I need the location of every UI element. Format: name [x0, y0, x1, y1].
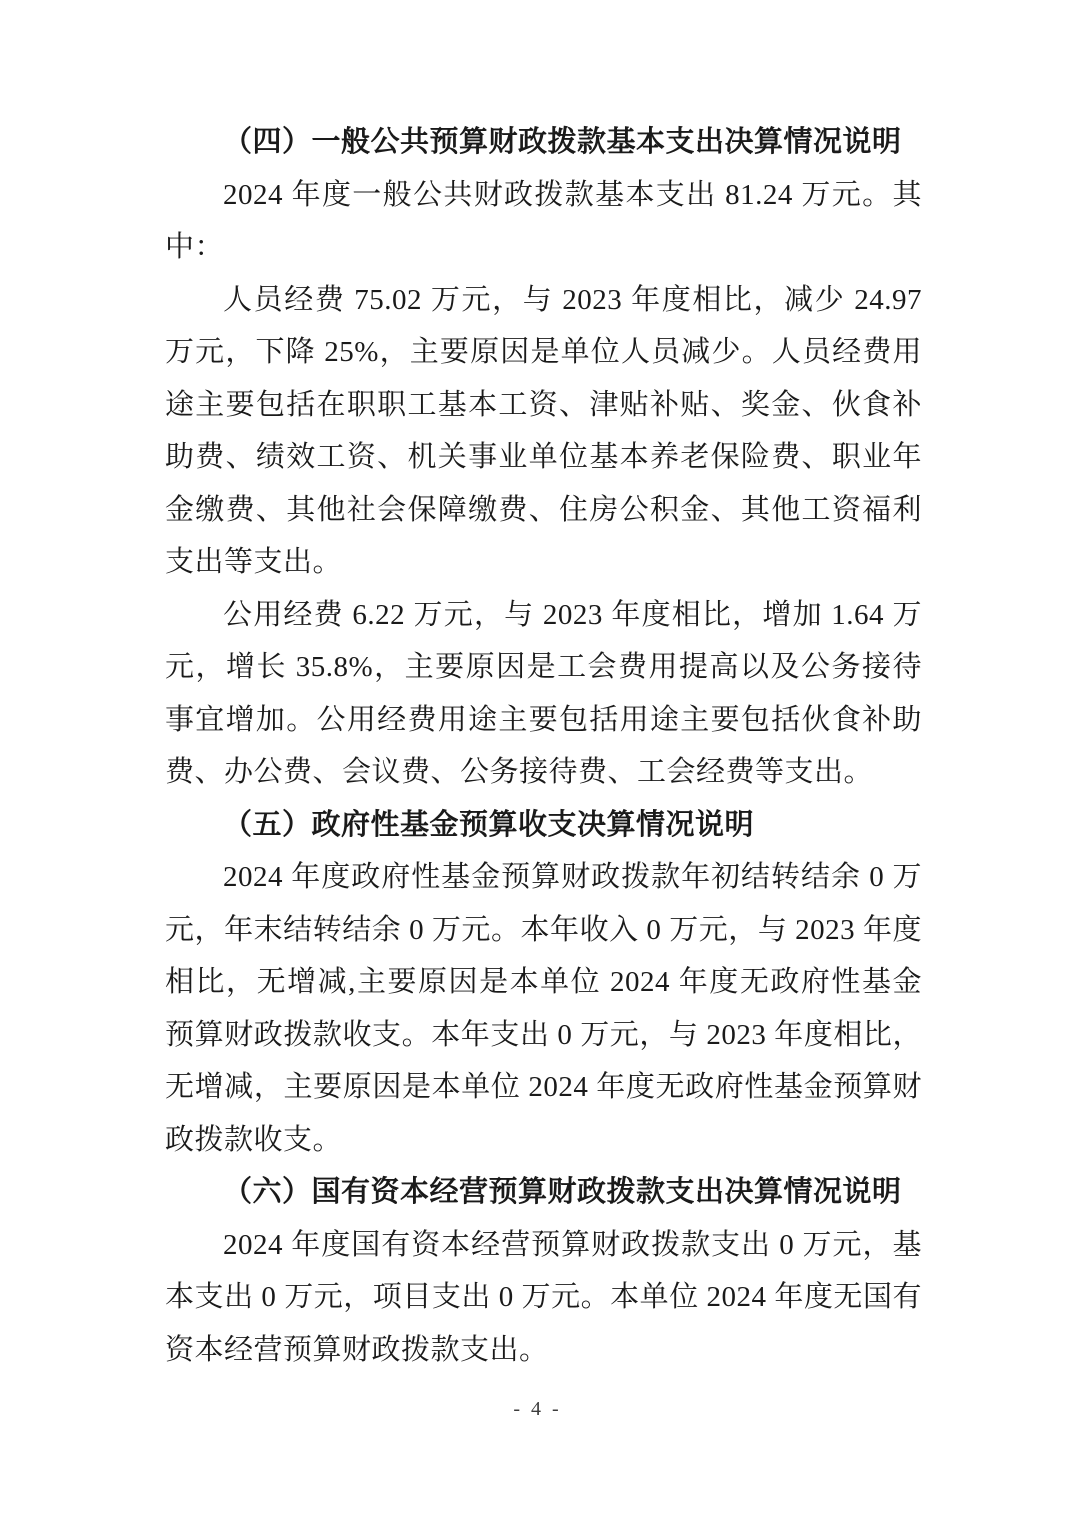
page-number: - 4 -	[513, 1398, 562, 1420]
section-heading-government-fund-budget: （五）政府性基金预算收支决算情况说明	[223, 808, 755, 841]
paragraph-basic-expenditure-total: 2024 年度一般公共财政拨款基本支出 81.24 万元。其中：	[165, 178, 922, 263]
paragraph-personnel-funds: 人员经费 75.02 万元，与 2023 年度相比，减少 24.97 万元，下降 25%，主要原因是单位人员减少。人员经费用途主要包括在职职工基本工资、津贴补贴、奖金、伙食补助费、绩效工资、机关事业单位基本养老保险费、职业年金缴费、其他社会保障缴费、住房公积金、其他工资福利支出等支出。	[165, 283, 922, 578]
section-heading-state-capital-budget: （六）国有资本经营预算财政拨款支出决算情况说明	[223, 1176, 902, 1208]
paragraph-public-funds: 公用经费 6.22 万元，与 2023 年度相比，增加 1.64 万元，增长 35.8%，主要原因是工会费用提高以及公务接待事宜增加。公用经费用途主要包括用途主要包括伙食补助费、办公费、会议费、公务接待费、工会经费等支出。	[165, 598, 922, 788]
section-heading-basic-expenditure: （四）一般公共预算财政拨款基本支出决算情况说明	[223, 126, 902, 158]
document-body	[165, 116, 922, 1376]
paragraph-state-capital-budget: 2024 年度国有资本经营预算财政拨款支出 0 万元，基本支出 0 万元，项目支出 0 万元。本单位 2024 年度无国有资本经营预算财政拨款支出。	[165, 1228, 922, 1366]
paragraph-government-fund-budget: 2024 年度政府性基金预算财政拨款年初结转结余 0 万元，年末结转结余 0 万元。本年收入 0 万元，与 2023 年度相比，无增减,主要原因是本单位 2024 年度无政府性基金预算财政拨款收支。本年支出 0 万元，与 2023 年度相比，无增减，主要原因是本单位 2024 年度无政府性基金预算财政拨款收支。	[165, 861, 922, 1156]
page-footer	[0, 1398, 1075, 1421]
